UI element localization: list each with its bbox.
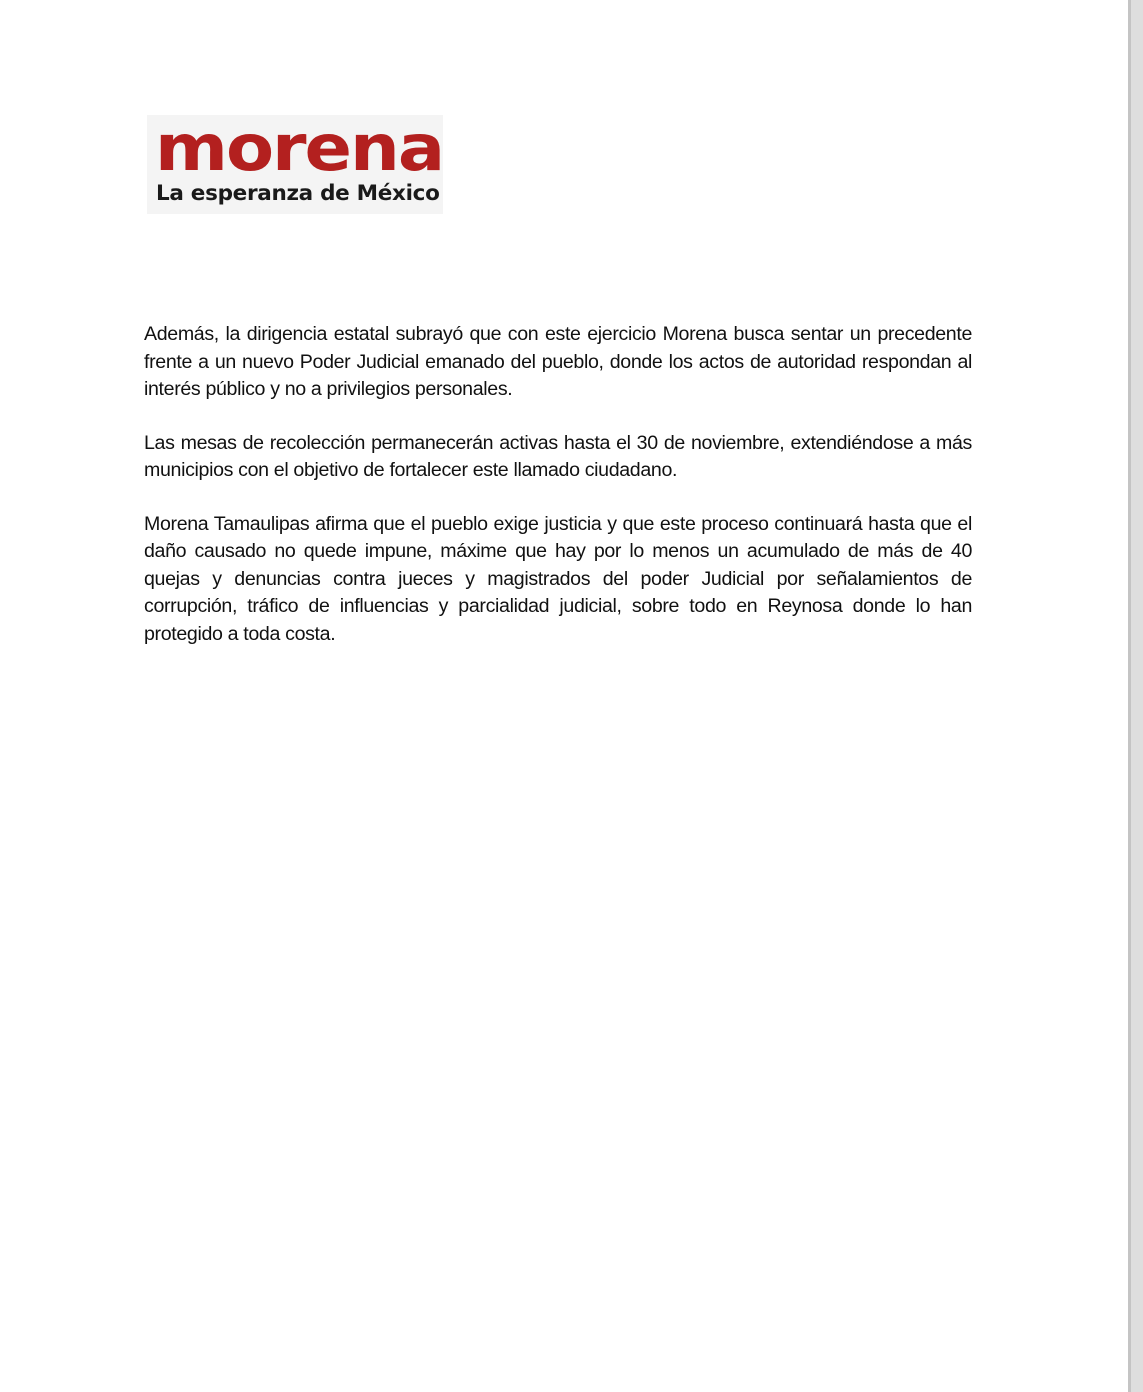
logo-tagline: La esperanza de México [156,181,440,206]
paragraph-3: Morena Tamaulipas afirma que el pueblo exige justicia y que este proceso continuará hasta que el daño causado no quede impune, máxime que hay por lo menos un acumulado de más de 40 quejas y denuncias contra jueces y magistrados del poder Judicial por señalamientos de corrupción, tráfico de influencias y parcialidad judicial, sobre todo en Reynosa donde lo han protegido a toda costa. [144,512,972,645]
logo-wordmark: morena [155,110,444,186]
morena-logo [147,110,444,214]
viewer-margin [1131,0,1143,1392]
paragraph-1: Además, la dirigencia estatal subrayó que con este ejercicio Morena busca sentar un precedente frente a un nuevo Poder Judicial emanado del pueblo, donde los actos de autoridad respondan al interés público y no a privilegios personales. [144,323,972,400]
document-body [144,321,972,674]
paragraph-2: Las mesas de recolección permanecerán activas hasta el 30 de noviembre, extendiéndose a más municipios con el objetivo de fortalecer este llamado ciudadano. [144,431,972,481]
